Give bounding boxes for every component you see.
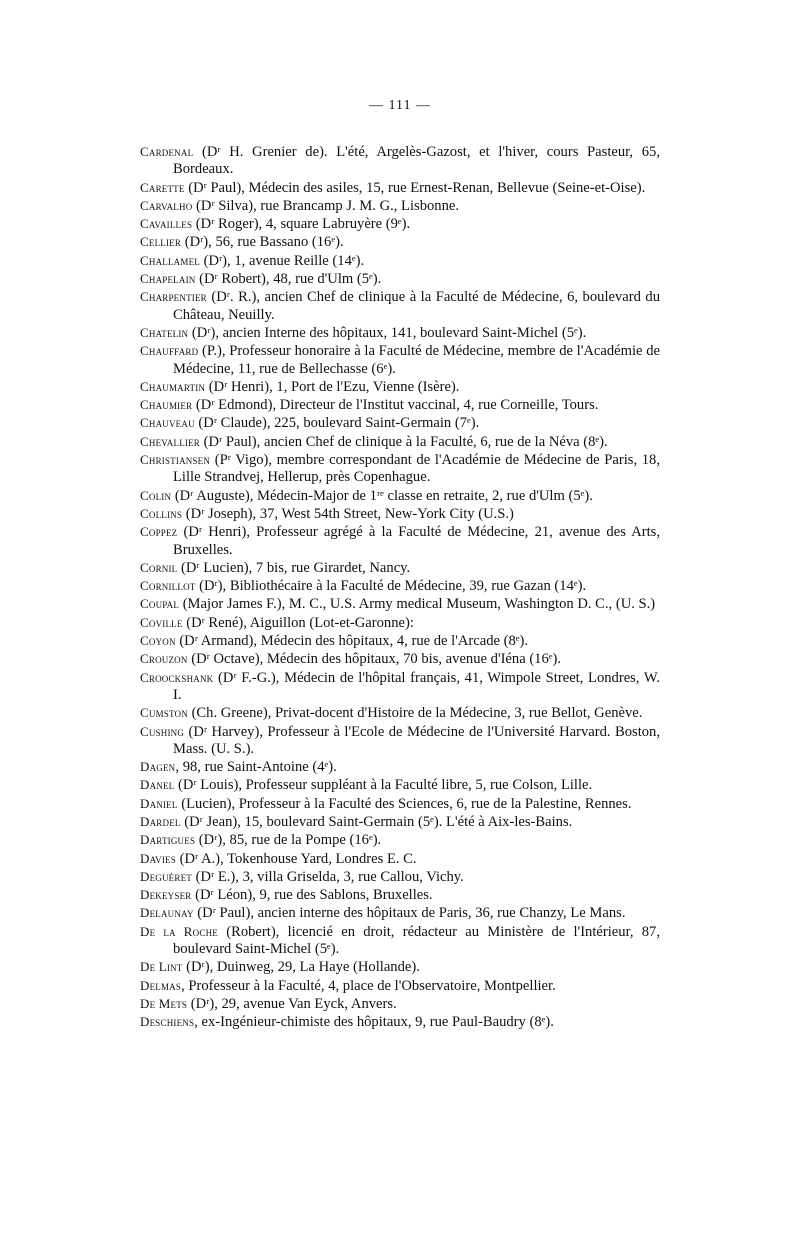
- entry-details: (Dʳ Louis), Professeur suppléant à la Faculté libre, 5, rue Colson, Lille.: [174, 777, 593, 794]
- entry-details: (Dʳ Roger), 4, square Labruyère (9ᵉ).: [192, 216, 411, 233]
- directory-entry: [140, 813, 660, 831]
- entry-details: (Lucien), Professeur à la Faculté des Sciences, 6, rue de la Palestine, Rennes.: [177, 795, 632, 812]
- entry-name: Carette: [140, 179, 185, 195]
- entry-name: Coville: [140, 614, 183, 630]
- entry-name: Chaumier: [140, 397, 193, 413]
- entry-details: (Pʳ Vigo), membre correspondant de l'Académie de Médecine de Paris, 18, Lille Strandvej, Hellerup, près Copenhague.: [173, 452, 660, 486]
- directory-entry: [140, 1013, 660, 1031]
- entry-details: (Dʳ), 56, rue Bassano (16ᵉ).: [181, 234, 344, 251]
- directory-entry: [140, 758, 660, 776]
- entry-details: , 98, rue Saint-Antoine (4ᵉ).: [175, 759, 337, 776]
- entry-details: (Dʳ Silva), rue Brancamp J. M. G., Lisbonne.: [192, 197, 460, 214]
- directory-entry: [140, 378, 660, 396]
- entry-name: Cardenal: [140, 144, 194, 159]
- entry-name: Croockshank: [140, 669, 214, 685]
- entry-details: (Dʳ), 29, avenue Van Eyck, Anvers.: [187, 995, 397, 1012]
- directory-entry: [140, 252, 660, 270]
- entry-name: De la Roche: [140, 923, 218, 939]
- entry-details: , ex-Ingénieur-chimiste des hôpitaux, 9, rue Paul-Baudry (8ᵉ).: [194, 1014, 554, 1031]
- directory-entry: [140, 632, 660, 650]
- directory-entry: [140, 215, 660, 233]
- entry-details: (Dʳ), Bibliothécaire à la Faculté de Médecine, 39, rue Gazan (14ᵉ).: [195, 578, 587, 595]
- entry-details: (Dʳ Henri), Professeur agrégé à la Faculté de Médecine, 21, avenue des Arts, Bruxelles.: [173, 524, 660, 558]
- directory-entry: [140, 433, 660, 451]
- directory-entry: [140, 614, 660, 632]
- entry-name: Cavailles: [140, 216, 193, 232]
- entry-name: Delaunay: [140, 905, 194, 921]
- entry-details: (Dʳ Joseph), 37, West 54th Street, New-York City (U.S.): [182, 505, 514, 522]
- directory-entry: [140, 179, 660, 197]
- directory-entry: [140, 414, 660, 432]
- entry-name: Cornillot: [140, 578, 196, 594]
- directory-entry: [140, 577, 660, 595]
- directory-entry: [140, 704, 660, 722]
- entry-details: (Ch. Greene), Privat-docent d'Histoire de la Médecine, 3, rue Bellot, Genève.: [187, 705, 643, 722]
- directory-entry: [140, 776, 660, 794]
- entry-details: (Dʳ Harvey), Professeur à l'Ecole de Médecine de l'Université Harvard. Boston, Mass. (U. S.).: [173, 723, 660, 757]
- directory-entry: [140, 995, 660, 1013]
- entry-details: (Dʳ Auguste), Médecin-Major de 1ʳᵉ classe en retraite, 2, rue d'Ulm (5ᵉ).: [171, 487, 593, 504]
- directory-entry: [140, 324, 660, 342]
- directory-entry: [140, 143, 660, 179]
- entry-details: (Dʳ A.), Tokenhouse Yard, Londres E. C.: [175, 850, 417, 867]
- entry-name: Crouzon: [140, 651, 188, 667]
- entry-details: (Dʳ Edmond), Directeur de l'Institut vaccinal, 4, rue Corneille, Tours.: [192, 397, 599, 414]
- entry-name: Deguéret: [140, 868, 192, 884]
- entry-name: Challamel: [140, 252, 200, 268]
- directory-entry: [140, 523, 660, 559]
- page-number: — 111 —: [369, 98, 431, 113]
- directory-entry: [140, 559, 660, 577]
- entry-details: (Dʳ), ancien Interne des hôpitaux, 141, boulevard Saint-Michel (5ᵉ).: [188, 324, 587, 341]
- entry-details: (Dʳ Paul), Médecin des asiles, 15, rue Ernest-Renan, Bellevue (Seine-et-Oise).: [184, 179, 646, 196]
- entry-details: (Robert), licencié en droit, rédacteur au Ministère de l'Intérieur, 87, boulevard Saint-Michel (5ᵉ).: [173, 923, 660, 958]
- entry-name: Delmas: [140, 977, 182, 993]
- entry-name: De Mets: [140, 995, 188, 1011]
- entry-details: (Dʳ Lucien), 7 bis, rue Girardet, Nancy.: [177, 559, 411, 576]
- entry-name: Chauffard: [140, 343, 199, 359]
- directory-entry: [140, 505, 660, 523]
- entry-name: Cornil: [140, 559, 178, 575]
- entry-name: Dekeyser: [140, 887, 192, 903]
- entry-details: (Dʳ Robert), 48, rue d'Ulm (5ᵉ).: [195, 271, 382, 288]
- directory-entry: [140, 669, 660, 705]
- entry-details: (Dʳ H. Grenier de). L'été, Argelès-Gazost, et l'hiver, cours Pasteur, 65, Bordeaux.: [173, 144, 660, 178]
- entry-name: Coppez: [140, 524, 178, 540]
- entry-name: Carvalho: [140, 197, 193, 213]
- directory-entry: [140, 977, 660, 995]
- directory-entry: [140, 850, 660, 868]
- entry-details: (Dʳ Paul), ancien interne des hôpitaux de Paris, 36, rue Chanzy, Le Mans.: [193, 905, 626, 922]
- entry-name: Dartigues: [140, 832, 196, 848]
- entry-name: Colin: [140, 487, 172, 503]
- entry-details: (Dʳ Paul), ancien Chef de clinique à la Faculté, 6, rue de la Néva (8ᵉ).: [200, 433, 608, 450]
- entry-name: Chapelain: [140, 271, 196, 287]
- entry-details: (Dʳ Henri), 1, Port de l'Ezu, Vienne (Isère).: [205, 378, 460, 395]
- directory-entry: [140, 451, 660, 487]
- entry-details: (Dʳ Armand), Médecin des hôpitaux, 4, rue de l'Arcade (8ᵉ).: [175, 633, 529, 650]
- entry-name: Coupal: [140, 596, 180, 612]
- entry-details: (Dʳ Octave), Médecin des hôpitaux, 70 bis, avenue d'Iéna (16ᵉ).: [187, 651, 562, 668]
- entry-name: Daniel: [140, 795, 178, 811]
- entry-details: (Dʳ F.-G.), Médecin de l'hôpital français, 41, Wimpole Street, Londres, W. I.: [173, 669, 660, 703]
- entry-details: (Dʳ), 85, rue de la Pompe (16ᵉ).: [195, 832, 382, 849]
- directory-entry: [140, 886, 660, 904]
- entry-name: Christiansen: [140, 452, 211, 468]
- entry-details: (Major James F.), M. C., U.S. Army medical Museum, Washington D. C., (U. S.): [179, 596, 656, 613]
- entry-name: Dagen: [140, 759, 176, 775]
- directory-entry: [140, 270, 660, 288]
- entry-name: De Lint: [140, 959, 183, 975]
- entry-name: Collins: [140, 505, 183, 521]
- entry-name: Chevallier: [140, 433, 200, 449]
- entry-name: Cumston: [140, 705, 188, 721]
- directory-entry: [140, 595, 660, 613]
- entry-details: (Dʳ René), Aiguillon (Lot-et-Garonne):: [182, 614, 414, 631]
- entry-name: Deschiens: [140, 1014, 195, 1030]
- entry-details: (P.), Professeur honoraire à la Faculté de Médecine, membre de l'Académie de Médecine, 11, rue de Bellechasse (6ᵉ).: [173, 343, 660, 377]
- directory-entry: [140, 723, 660, 759]
- directory-entry: [140, 868, 660, 886]
- entry-details: (Dʳ. R.), ancien Chef de clinique à la Faculté de Médecine, 6, boulevard du Château, Neuilly.: [173, 289, 660, 323]
- entry-details: (Dʳ), 1, avenue Reille (14ᵉ).: [199, 252, 365, 269]
- entry-name: Chaumartin: [140, 378, 206, 394]
- directory-entry: [140, 342, 660, 378]
- entry-name: Danel: [140, 777, 175, 793]
- directory-entry: [140, 795, 660, 813]
- entry-name: Cellier: [140, 234, 182, 250]
- directory-entry: [140, 650, 660, 668]
- directory-entry: [140, 197, 660, 215]
- entry-name: Chauveau: [140, 415, 195, 431]
- directory-entry: [140, 233, 660, 251]
- entry-name: Dardel: [140, 813, 181, 829]
- entry-details: (Dʳ Claude), 225, boulevard Saint-Germain (7ᵉ).: [194, 415, 480, 432]
- entry-details: (Dʳ E.), 3, villa Griselda, 3, rue Callou, Vichy.: [191, 868, 464, 885]
- directory-entry: [140, 958, 660, 976]
- entry-name: Chatelin: [140, 324, 189, 340]
- entry-details: , Professeur à la Faculté, 4, place de l'Observatoire, Montpellier.: [181, 977, 556, 994]
- directory-entry: [140, 904, 660, 922]
- entry-name: Charpentier: [140, 289, 207, 305]
- entry-details: (Dʳ), Duinweg, 29, La Haye (Hollande).: [182, 959, 420, 976]
- entry-details: (Dʳ Jean), 15, boulevard Saint-Germain (5ᵉ). L'été à Aix-les-Bains.: [180, 813, 573, 830]
- entry-name: Coyon: [140, 633, 176, 649]
- directory-entry: [140, 923, 660, 959]
- directory-entry: [140, 288, 660, 324]
- entry-details: (Dʳ Léon), 9, rue des Sablons, Bruxelles.: [191, 887, 433, 904]
- entry-name: Cushing: [140, 723, 185, 739]
- directory-entry: [140, 831, 660, 849]
- directory-entry: [140, 396, 660, 414]
- entry-name: Davies: [140, 850, 176, 866]
- directory-entries: [140, 143, 660, 1032]
- directory-entry: [140, 487, 660, 505]
